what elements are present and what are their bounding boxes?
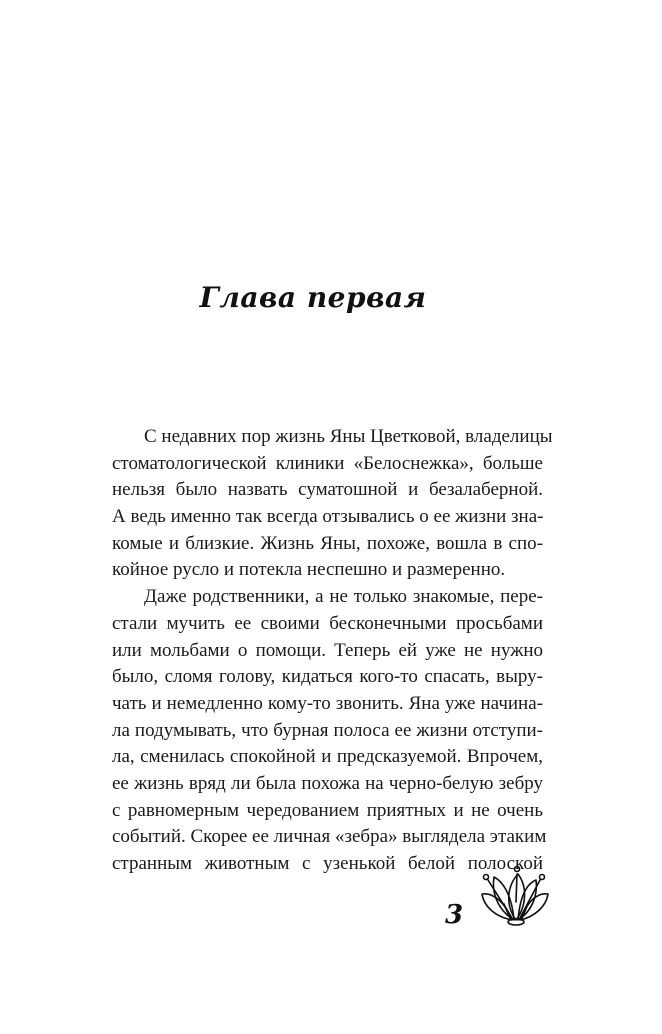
text-line: койное русло и потекла неспешно и размеренно. <box>112 559 506 581</box>
text-line: ла, сменилась спокойной и предсказуемой. Впрочем, <box>112 746 543 768</box>
text-line: событий. Скорее ее личная «зебра» выглядела этаким <box>112 826 547 848</box>
text-line: Даже родственники, а не только знакомые, пере- <box>144 586 543 608</box>
text-line: с равномерным чередованием приятных и не очень <box>112 799 543 821</box>
text-line: или мольбами о помощи. Теперь ей уже не нужно <box>112 639 543 661</box>
page-number: 3 <box>445 900 464 930</box>
text-line: ее жизнь вряд ли была похожа на черно-белую зебру <box>112 772 543 794</box>
text-line: было, сломя голову, кидаться кого-то спасать, выру- <box>112 666 543 688</box>
text-line: странным животным с узенькой белой полоской <box>112 853 543 874</box>
text-line: С недавних пор жизнь Яны Цветковой, владелицы <box>144 426 553 447</box>
text-line: стали мучить ее своими бесконечными просьбами <box>112 612 543 634</box>
text-line: чать и немедленно кому-то звонить. Яна уже начина- <box>112 692 543 714</box>
paragraph-1 <box>112 424 553 584</box>
text-line: нельзя было назвать суматошной и безалаберной. <box>112 479 543 501</box>
text-line: ла подумывать, что бурная полоса ее жизни отступи- <box>112 719 543 741</box>
lotus-flower-icon <box>476 862 556 932</box>
text-line: стоматологической клиники «Белоснежка», больше <box>112 452 543 474</box>
text-line: А ведь именно так всегда отзывались о ее жизни зна- <box>112 506 544 528</box>
paragraph-2 <box>112 584 547 878</box>
body-text <box>112 424 553 878</box>
chapter-title: Глава первая <box>199 281 427 314</box>
text-line: комые и близкие. Жизнь Яны, похоже, вошла в спо- <box>112 532 543 554</box>
